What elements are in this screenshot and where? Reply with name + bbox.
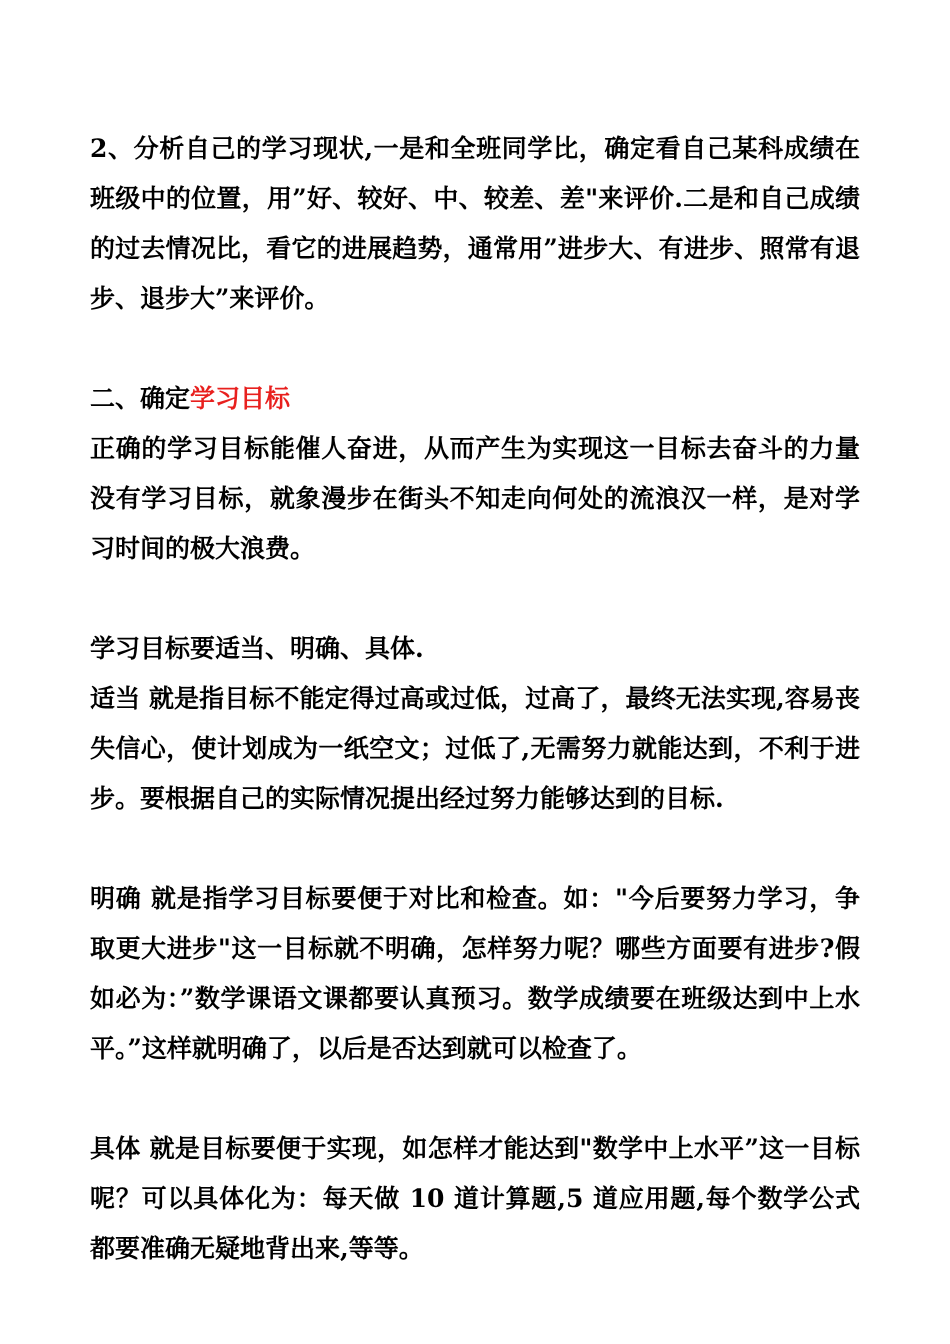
heading-prefix: 二、确定 [90, 384, 191, 413]
document-body [90, 124, 860, 1274]
section-heading [90, 374, 860, 424]
paragraph-gap [90, 574, 860, 624]
paragraph-clear: 明确 就是指学习目标要便于对比和检查。如："今后要努力学习，争取更大进步"这一目标就不明确，怎样努力呢？哪些方面要有进步?假如必为：”数学课语文课都要认真预习。数学成绩要在班级达到中上水平。”这样就明确了，以后是否达到就可以检查了。 [90, 884, 860, 1063]
heading-highlight: 学习目标 [190, 384, 291, 413]
paragraph-gap [90, 1074, 860, 1124]
paragraph-status-analysis: 2、分析自己的学习现状,一是和全班同学比，确定看自己某科成绩在班级中的位置，用”好、较好、中、较差、差"来评价.二是和自己成绩的过去情况比，看它的进展趋势，通常用”进步大、有进步、照常有退步、退步大”来评价。 [90, 134, 860, 313]
paragraph-appropriate: 适当 就是指目标不能定得过高或过低，过高了，最终无法实现,容易丧失信心，使计划成为一纸空文；过低了,无需努力就能达到，不利于进步。要根据自己的实际情况提出经过努力能够达到的目标. [90, 684, 860, 813]
paragraph-goal-importance: 正确的学习目标能催人奋进，从而产生为实现这一目标去奋斗的力量没有学习目标，就象漫步在街头不知走向何处的流浪汉一样，是对学习时间的极大浪费。 [90, 434, 860, 563]
paragraph-gap [90, 824, 860, 874]
paragraph-gap [90, 324, 860, 374]
paragraph-goal-criteria: 学习目标要适当、明确、具体. [90, 634, 424, 663]
paragraph-specific: 具体 就是目标要便于实现，如怎样才能达到"数学中上水平”这一目标呢？可以具体化为：每天做 10 道计算题,5 道应用题,每个数学公式都要准确无疑地背出来,等等。 [90, 1134, 860, 1263]
